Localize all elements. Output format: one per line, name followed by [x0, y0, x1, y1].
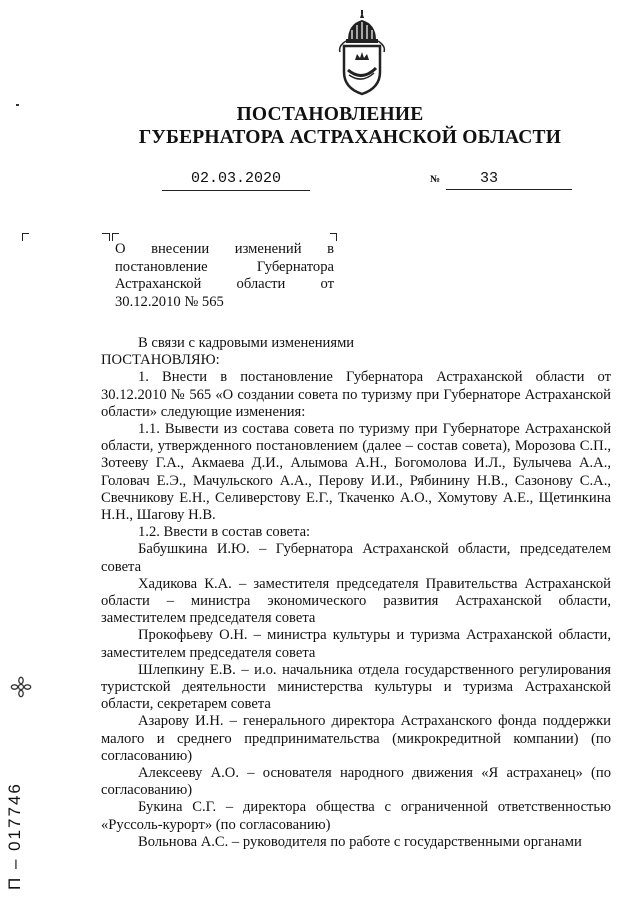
member-entry: Бабушкина И.Ю. – Губернатора Астраханской области, председателем совета	[101, 541, 611, 575]
paragraph-item-1-1: 1.1. Вывести из состава совета по туризму при Губернаторе Астраханской области, утвержденного постановлением (далее – состав совета), Морозова С.П., Зотееву Г.А., Акмаева Д.И., Алымова А.Н., Богомолова И.Л., Булычева А.А., Головач Е.Э., Мачульского А.А., Перову И.И., Рябинину Н.В., Сазонову С.А., Свечникову Е.Н., Селиверстову Е.Г., Ткаченко А.О., Хомутову А.Е., Щетинкина Н.Н., Шагову Н.В.	[101, 421, 611, 524]
member-entry: Алексееву А.О. – основателя народного движения «Я астраханец» (по согласованию)	[101, 765, 611, 799]
document-number: 33	[446, 170, 572, 190]
member-entry: Букина С.Г. – директора общества с ограниченной ответственностью «Руссоль-курорт» (по согласованию)	[101, 799, 611, 833]
member-entry: Прокофьеву О.Н. – министра культуры и туризма Астраханской области, заместителем председателя совета	[101, 627, 611, 661]
flower-ornament-icon	[10, 676, 32, 698]
corner-mark-inner-right	[102, 233, 110, 241]
document-subject: О внесении изменений в постановление Губернатора Астраханской области от 30.12.2010 № 565	[115, 241, 334, 310]
member-entry: Азарову И.Н. – генерального директора Астраханского фонда поддержки малого и среднего предпринимательства (микрокредитной компании) (по согласованию)	[101, 713, 611, 764]
document-title-line1: ПОСТАНОВЛЕНИЕ	[236, 104, 424, 125]
paragraph-preamble: В связи с кадровыми изменениями	[138, 335, 355, 351]
coat-of-arms-icon	[334, 10, 390, 96]
paragraph-item-1: 1. Внести в постановление Губернатора Астраханской области от 30.12.2010 № 565 «О создании совета по туризму при Губернаторе Астраханской области» следующие изменения:	[101, 369, 611, 420]
corner-mark-inner-left	[112, 233, 119, 241]
margin-tick	[16, 104, 19, 106]
document-title-line2: ГУБЕРНАТОРА АСТРАХАНСКОЙ ОБЛАСТИ	[138, 127, 562, 148]
number-sign: №	[430, 174, 441, 185]
member-entry: Шлепкину Е.В. – и.о. начальника отдела государственного регулирования туристской деятельности министерства культуры и туризма Астраханской области, секретарем совета	[101, 661, 611, 713]
paragraph-resolve: ПОСТАНОВЛЯЮ:	[101, 352, 220, 369]
corner-mark-left	[22, 233, 29, 241]
corner-mark-right	[330, 233, 337, 241]
paragraph-item-1-2: 1.2. Ввести в состав совета:	[138, 524, 311, 541]
document-date: 02.03.2020	[162, 170, 310, 191]
form-serial-number: П – 017746	[5, 782, 24, 890]
document-body	[101, 335, 611, 851]
member-entry: Вольнова А.С. – руководителя по работе с государственными органами	[138, 833, 582, 850]
member-entry: Хадикова К.А. – заместителя председателя Правительства Астраханской области – министра экономического развития Астраханской области, заместителем председателя совета	[101, 575, 611, 627]
